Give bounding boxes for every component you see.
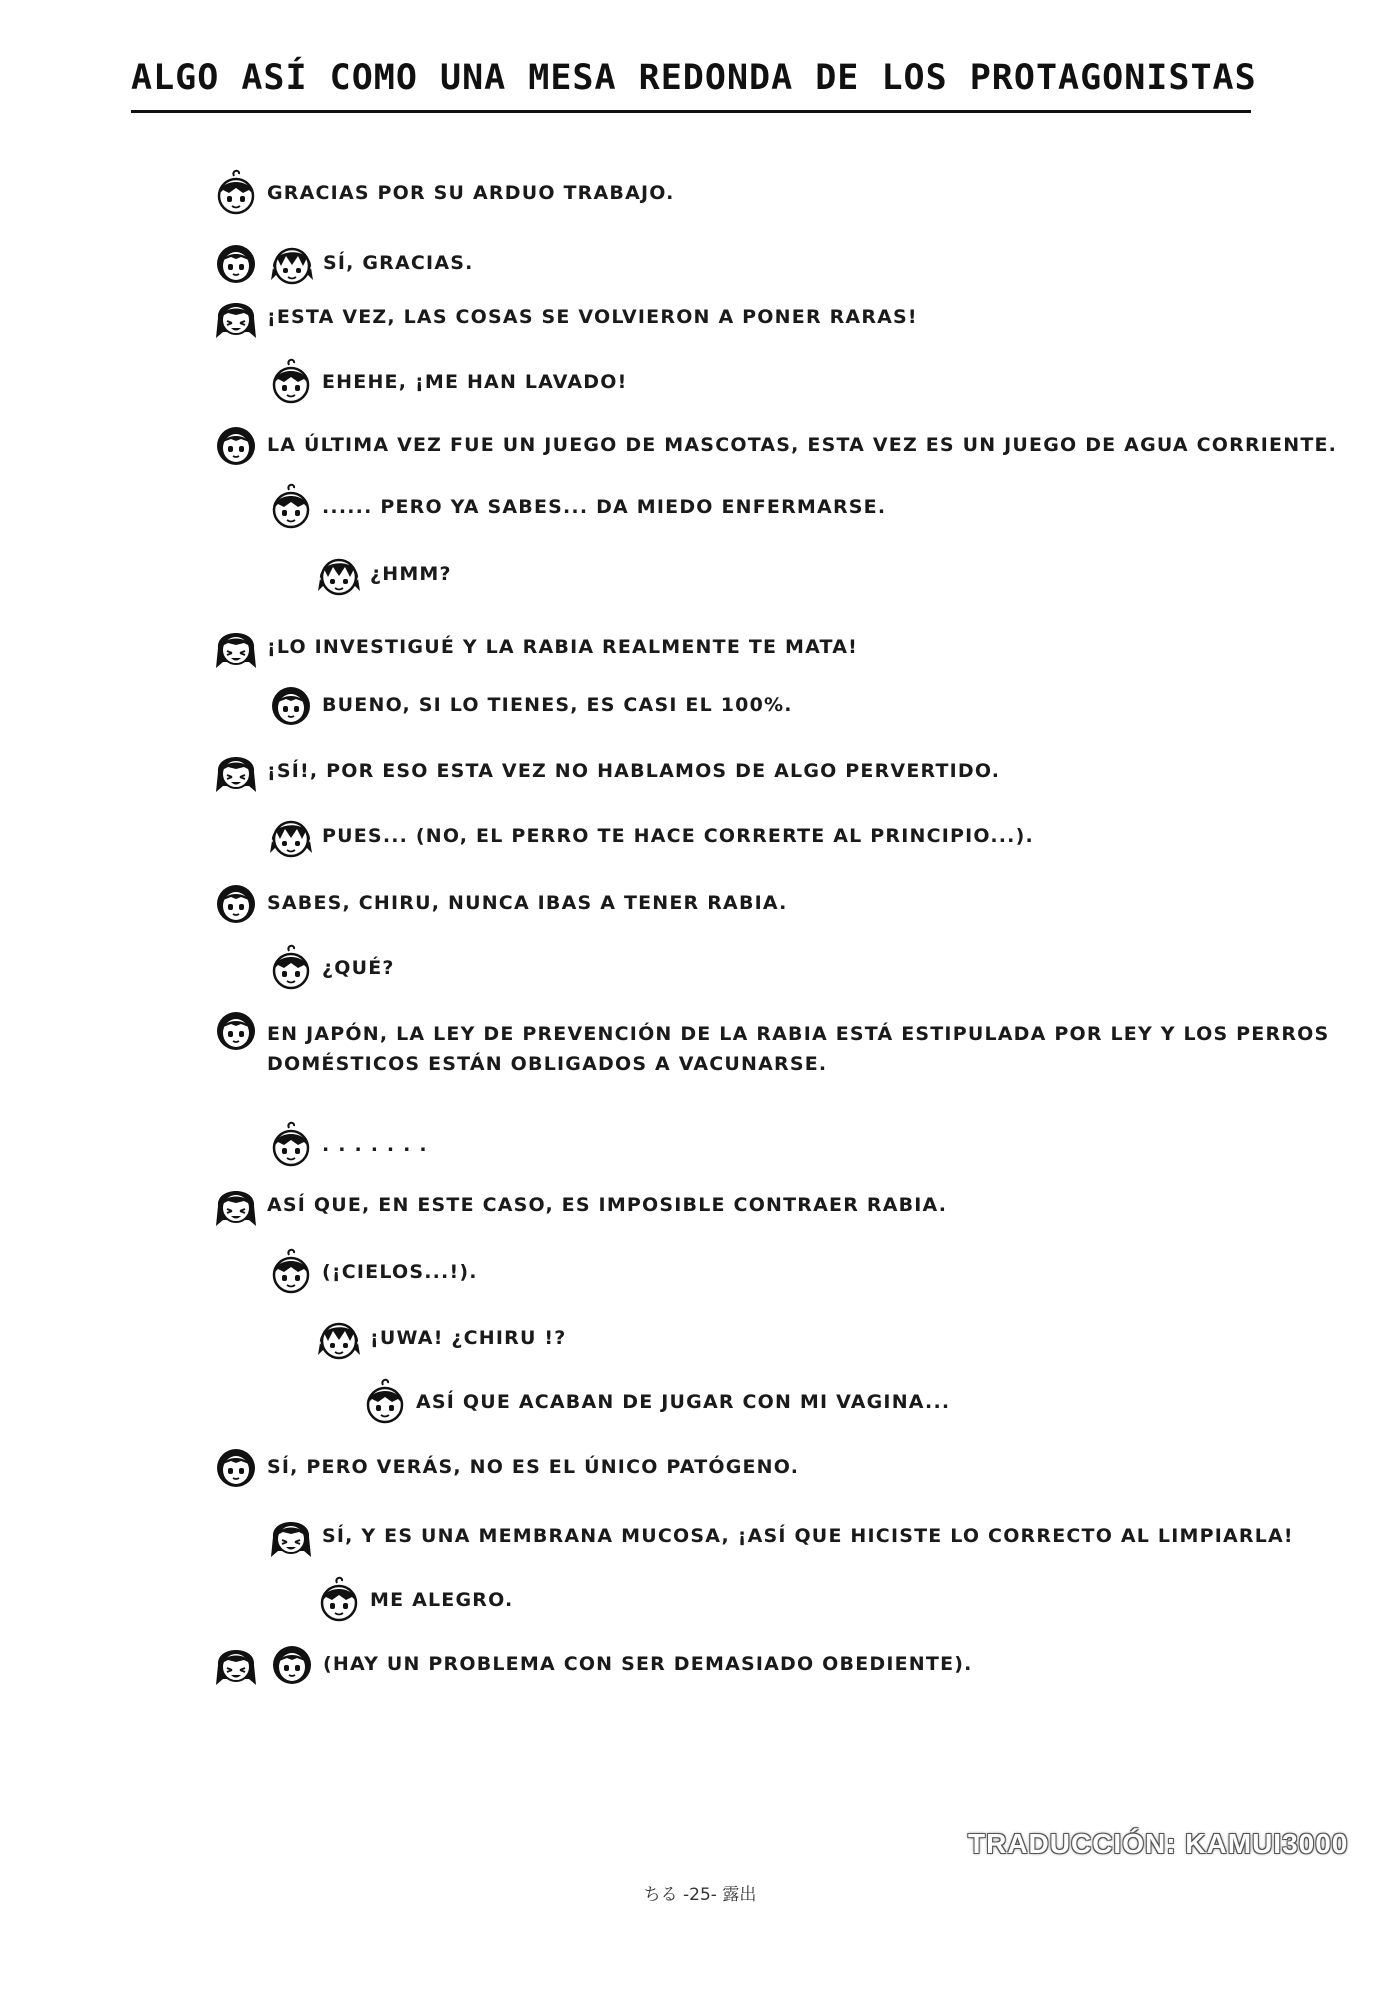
- dialogue-text: (¡CIELOS...!).: [322, 1261, 478, 1283]
- page-footer: ちる -25- 露出: [643, 1885, 757, 1905]
- girl-spiky-icon: [268, 811, 314, 861]
- title-underline: [131, 110, 1251, 113]
- girl-ahoge-icon: [268, 943, 314, 993]
- dialogue-text: (HAY UN PROBLEMA CON SER DEMASIADO OBEDIENTE).: [323, 1653, 973, 1675]
- dialogue-text: EN JAPÓN, LA LEY DE PREVENCIÓN DE LA RABIA ESTÁ ESTIPULADA POR LEY Y LOS PERROS DOMÉSTICOS ESTÁN OBLIGADOS A VACUNARSE.: [267, 1023, 1330, 1075]
- round-girl-icon: [213, 238, 259, 288]
- girl-ahoge-icon: [268, 1247, 314, 1297]
- girl-ahoge-icon: [268, 1120, 314, 1170]
- round-girl-icon: [213, 878, 259, 928]
- dialogue-text: ASÍ QUE, EN ESTE CASO, ES IMPOSIBLE CONTRAER RABIA.: [267, 1194, 948, 1216]
- dialogue-text: ASÍ QUE ACABAN DE JUGAR CON MI VAGINA...: [416, 1391, 951, 1413]
- dialogue-text: ME ALEGRO.: [370, 1589, 514, 1611]
- girl-long-hair-icon: [213, 1639, 259, 1689]
- dialogue-text: PUES... (NO, EL PERRO TE HACE CORRERTE AL PRINCIPIO...).: [322, 825, 1034, 847]
- round-girl-icon: [269, 1639, 315, 1689]
- dialogue-text: ¡UWA! ¿CHIRU !?: [370, 1327, 567, 1349]
- girl-spiky-icon: [316, 549, 362, 599]
- girl-ahoge-icon: [316, 1575, 362, 1625]
- dialogue-text: BUENO, SI LO TIENES, ES CASI EL 100%.: [322, 694, 793, 716]
- girl-ahoge-icon: [213, 168, 259, 218]
- girl-spiky-icon: [269, 238, 315, 288]
- girl-long-hair-icon: [213, 1180, 259, 1230]
- girl-long-hair-icon: [213, 292, 259, 342]
- dialogue-text: LA ÚLTIMA VEZ FUE UN JUEGO DE MASCOTAS, ESTA VEZ ES UN JUEGO DE AGUA CORRIENTE.: [267, 434, 1338, 456]
- dialogue-text: ¡LO INVESTIGUÉ Y LA RABIA REALMENTE TE MATA!: [267, 636, 858, 658]
- dialogue-text: SÍ, PERO VERÁS, NO ES EL ÚNICO PATÓGENO.: [267, 1456, 800, 1478]
- girl-ahoge-icon: [268, 482, 314, 532]
- girl-ahoge-icon: [362, 1377, 408, 1427]
- girl-spiky-icon: [316, 1313, 362, 1363]
- girl-long-hair-icon: [213, 622, 259, 672]
- dialogue-text: ...... PERO YA SABES... DA MIEDO ENFERMARSE.: [322, 496, 887, 518]
- dialogue-text: SÍ, GRACIAS.: [323, 252, 474, 274]
- page-title: ALGO ASÍ COMO UNA MESA REDONDA DE LOS PROTAGONISTAS: [131, 58, 1257, 98]
- round-girl-icon: [213, 1442, 259, 1492]
- round-girl-icon: [268, 680, 314, 730]
- dialogue-text: SÍ, Y ES UNA MEMBRANA MUCOSA, ¡ASÍ QUE HICISTE LO CORRECTO AL LIMPIARLA!: [322, 1525, 1294, 1547]
- dialogue-text: EHEHE, ¡ME HAN LAVADO!: [322, 371, 628, 393]
- round-girl-icon: [213, 1005, 259, 1055]
- dialogue-text: ¿QUÉ?: [322, 957, 395, 979]
- dialogue-text: ¿HMM?: [370, 563, 452, 585]
- translation-credit: TRADUCCIÓN: KAMUI3000: [968, 1828, 1349, 1859]
- round-girl-icon: [213, 420, 259, 470]
- dialogue-text: ¡SÍ!, POR ESO ESTA VEZ NO HABLAMOS DE ALGO PERVERTIDO.: [267, 760, 1001, 782]
- girl-ahoge-icon: [268, 357, 314, 407]
- dialogue-text: ¡ESTA VEZ, LAS COSAS SE VOLVIERON A PONER RARAS!: [267, 306, 918, 328]
- dialogue-text: . . . . . . .: [322, 1134, 428, 1156]
- dialogue-text: GRACIAS POR SU ARDUO TRABAJO.: [267, 182, 675, 204]
- dialogue-text: SABES, CHIRU, NUNCA IBAS A TENER RABIA.: [267, 892, 788, 914]
- girl-long-hair-icon: [213, 746, 259, 796]
- girl-long-hair-icon: [268, 1511, 314, 1561]
